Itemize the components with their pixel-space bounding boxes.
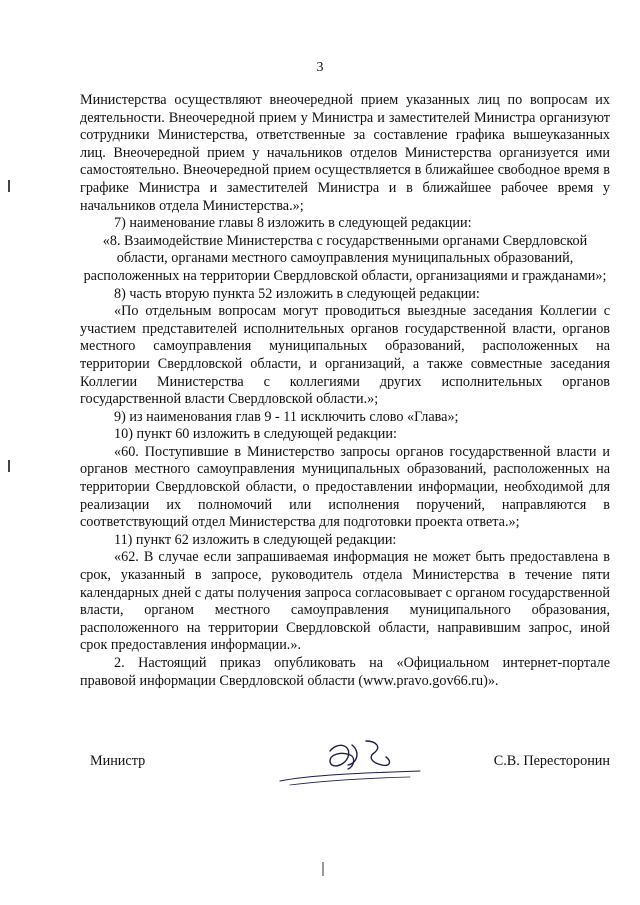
paragraph-item-7: 7) наименование главы 8 изложить в следующей редакции: [114,215,472,232]
handwritten-signature [270,733,450,793]
paragraph-item-62-text: «62. В случае если запрашиваемая информация не может быть предоставлена в срок, указанный в запросе, руководитель отдела Министерства в течение пяти календарных дней с даты получения запроса согласовывает с органом государственной власти, органом местного самоуправления муниципального образования, расположенного на территории Свердловской области, направившим запрос, иной срок предоставления информации.». [80,549,610,654]
paragraph-item-10: 10) пункт 60 изложить в следующей редакции: [114,426,397,443]
paragraph-item-60-text: «60. Поступившие в Министерство запросы органов государственной власти и органов местного самоуправления муниципальных образований, расположенных на территории Свердловской области, о предоставлении информации, необходимой для реализации их полномочий или исполнения поручений, направляются в соответствующий отдел Министерства для подготовки проекта ответа.»; [80,443,610,531]
scan-artifact [322,862,324,876]
paragraph-item-52-text: «По отдельным вопросам могут проводиться выездные заседания Коллегии с участием представителей исполнительных органов государственной власти, органов местного самоуправления муниципальных образований, расположенных на территории Свердловской области, и организаций, а также совместные заседания Коллегии Министерства с коллегиями других исполнительных органов государственной власти Свердловской области.»; [80,303,610,408]
paragraph-publication: 2. Настоящий приказ опубликовать на «Официальном интернет-портале правовой информации Свердловской области (www.pravo.gov66.ru)». [80,655,610,689]
signatory-name: С.В. Пересторонин [493,753,610,769]
paragraph-item-11: 11) пункт 62 изложить в следующей редакции: [114,531,397,548]
paragraph-item-8: 8) часть вторую пункта 52 изложить в следующей редакции: [114,285,480,302]
scan-edge-mark [8,460,10,472]
signatory-title: Министр [90,753,146,769]
paragraph-continuation: Министерства осуществляют внеочередной прием указанных лиц по вопросам их деятельности. Внеочередной прием у Министра и заместителей Министра организуют сотрудники Министерства, ответственные за составление графика вышеуказанных лиц. Внеочередной прием у начальников отделов Министерства организуется ими самостоятельно. Внеочередной прием осуществляется в ближайшее свободное время в графике Министра и заместителей Министра и в ближайшее рабочее время у начальников отдела Министерства.»; [80,92,610,214]
document-body [80,92,610,690]
page-number: 3 [316,60,324,75]
paragraph-chapter-8-title: «8. Взаимодействие Министерства с государственными органами Свердловской области, органами местного самоуправления муниципальных образований, расположенных на территории Свердловской области, организациями и гражданами»; [83,232,607,284]
paragraph-item-9: 9) из наименования глав 9 - 11 исключить слово «Глава»; [114,408,459,425]
signature-block [80,747,610,807]
scan-edge-mark [8,180,10,192]
